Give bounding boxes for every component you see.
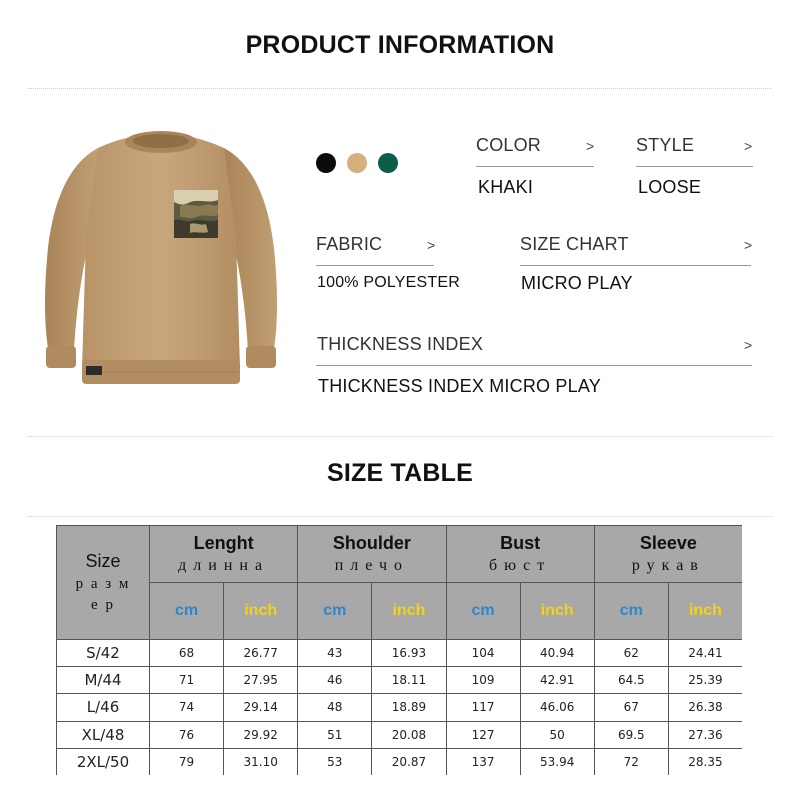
table-cell: 25.39 bbox=[669, 667, 742, 693]
fabric-value: 100% POLYESTER bbox=[317, 274, 461, 291]
table-row-size: S/42 bbox=[57, 640, 149, 666]
unit-label: cm bbox=[323, 602, 347, 619]
table-cell: 40.94 bbox=[521, 640, 594, 666]
table-cell: 18.11 bbox=[372, 667, 445, 693]
divider bbox=[28, 516, 772, 517]
style-value: LOOSE bbox=[638, 177, 702, 197]
size-chart-chevron-icon: > bbox=[744, 237, 753, 253]
table-row-size: XL/48 bbox=[57, 722, 149, 748]
unit-header bbox=[669, 583, 742, 639]
table-cell: 18.89 bbox=[372, 694, 445, 720]
color-swatch-black[interactable] bbox=[316, 153, 336, 173]
group-title: Bust bbox=[500, 533, 541, 553]
unit-label: cm bbox=[175, 602, 199, 619]
size-header bbox=[57, 526, 149, 639]
table-cell: 27.36 bbox=[669, 722, 742, 748]
group-title-ru: длинна bbox=[178, 557, 270, 574]
group-header bbox=[298, 526, 445, 582]
size-header-ru-line1: р а з м bbox=[75, 576, 131, 592]
table-cell: 79 bbox=[150, 749, 223, 775]
group-title: Shoulder bbox=[332, 533, 411, 553]
table-cell: 50 bbox=[521, 722, 594, 748]
table-cell: 27.95 bbox=[224, 667, 297, 693]
unit-label: inch bbox=[244, 602, 278, 619]
thickness-underline bbox=[316, 365, 752, 366]
group-title: Lenght bbox=[193, 533, 254, 553]
unit-header bbox=[224, 583, 297, 639]
table-cell: 20.87 bbox=[372, 749, 445, 775]
table-cell: 72 bbox=[595, 749, 668, 775]
group-header bbox=[447, 526, 594, 582]
table-row-size: M/44 bbox=[57, 667, 149, 693]
table-cell: 29.14 bbox=[224, 694, 297, 720]
unit-header bbox=[298, 583, 371, 639]
table-cell: 26.77 bbox=[224, 640, 297, 666]
size-chart-label: SIZE CHART bbox=[520, 234, 629, 254]
table-cell: 71 bbox=[150, 667, 223, 693]
size-table-heading: SIZE TABLE bbox=[327, 459, 473, 487]
table-cell: 48 bbox=[298, 694, 371, 720]
table-cell: 67 bbox=[595, 694, 668, 720]
table-cell: 137 bbox=[447, 749, 520, 775]
table-cell: 28.35 bbox=[669, 749, 742, 775]
thickness-label: THICKNESS INDEX bbox=[317, 334, 484, 354]
unit-header bbox=[595, 583, 668, 639]
size-table bbox=[56, 525, 742, 775]
color-swatch-khaki[interactable] bbox=[347, 153, 367, 173]
table-cell: 46 bbox=[298, 667, 371, 693]
fabric-chevron-icon: > bbox=[427, 237, 436, 253]
color-chevron-icon: > bbox=[586, 138, 595, 154]
table-cell: 53.94 bbox=[521, 749, 594, 775]
product-image bbox=[40, 128, 282, 398]
style-label: STYLE bbox=[636, 135, 695, 155]
color-underline bbox=[476, 166, 594, 167]
table-cell: 26.38 bbox=[669, 694, 742, 720]
table-cell: 31.10 bbox=[224, 749, 297, 775]
group-header bbox=[150, 526, 297, 582]
unit-header bbox=[447, 583, 520, 639]
unit-header bbox=[150, 583, 223, 639]
group-title-ru: рукав bbox=[631, 557, 705, 574]
style-underline bbox=[636, 166, 753, 167]
group-title-ru: бюст bbox=[489, 557, 552, 574]
table-cell: 64.5 bbox=[595, 667, 668, 693]
unit-label: inch bbox=[392, 602, 426, 619]
unit-label: cm bbox=[471, 602, 495, 619]
sweatshirt-icon bbox=[40, 128, 282, 398]
product-information-heading: PRODUCT INFORMATION bbox=[245, 31, 555, 59]
fabric-label: FABRIC bbox=[316, 234, 383, 254]
table-cell: 42.91 bbox=[521, 667, 594, 693]
table-cell: 109 bbox=[447, 667, 520, 693]
table-cell: 76 bbox=[150, 722, 223, 748]
size-chart-underline bbox=[520, 265, 751, 266]
table-cell: 53 bbox=[298, 749, 371, 775]
color-swatch-green[interactable] bbox=[378, 153, 398, 173]
table-cell: 29.92 bbox=[224, 722, 297, 748]
table-cell: 69.5 bbox=[595, 722, 668, 748]
fabric-underline bbox=[316, 265, 434, 266]
table-cell: 117 bbox=[447, 694, 520, 720]
style-chevron-icon: > bbox=[744, 138, 753, 154]
table-cell: 43 bbox=[298, 640, 371, 666]
divider bbox=[28, 88, 772, 89]
group-header bbox=[595, 526, 742, 582]
table-cell: 127 bbox=[447, 722, 520, 748]
table-cell: 20.08 bbox=[372, 722, 445, 748]
table-cell: 24.41 bbox=[669, 640, 742, 666]
group-title-ru: плечо bbox=[334, 557, 410, 574]
table-cell: 46.06 bbox=[521, 694, 594, 720]
table-cell: 104 bbox=[447, 640, 520, 666]
unit-label: inch bbox=[540, 602, 574, 619]
size-header-label: Size bbox=[85, 551, 121, 571]
size-chart-value: MICRO PLAY bbox=[521, 273, 633, 293]
table-cell: 16.93 bbox=[372, 640, 445, 666]
unit-label: cm bbox=[619, 602, 643, 619]
table-cell: 68 bbox=[150, 640, 223, 666]
table-cell: 51 bbox=[298, 722, 371, 748]
table-cell: 62 bbox=[595, 640, 668, 666]
unit-header bbox=[372, 583, 445, 639]
table-row-size: L/46 bbox=[57, 694, 149, 720]
size-header-ru-line2: е р bbox=[91, 597, 115, 613]
thickness-chevron-icon: > bbox=[744, 337, 753, 353]
thickness-value: THICKNESS INDEX MICRO PLAY bbox=[318, 376, 601, 396]
color-label: COLOR bbox=[476, 135, 542, 155]
group-title: Sleeve bbox=[639, 533, 697, 553]
table-cell: 74 bbox=[150, 694, 223, 720]
color-value: KHAKI bbox=[478, 177, 534, 197]
divider bbox=[28, 436, 772, 437]
unit-header bbox=[521, 583, 594, 639]
unit-label: inch bbox=[688, 602, 722, 619]
table-row-size: 2XL/50 bbox=[57, 749, 149, 775]
